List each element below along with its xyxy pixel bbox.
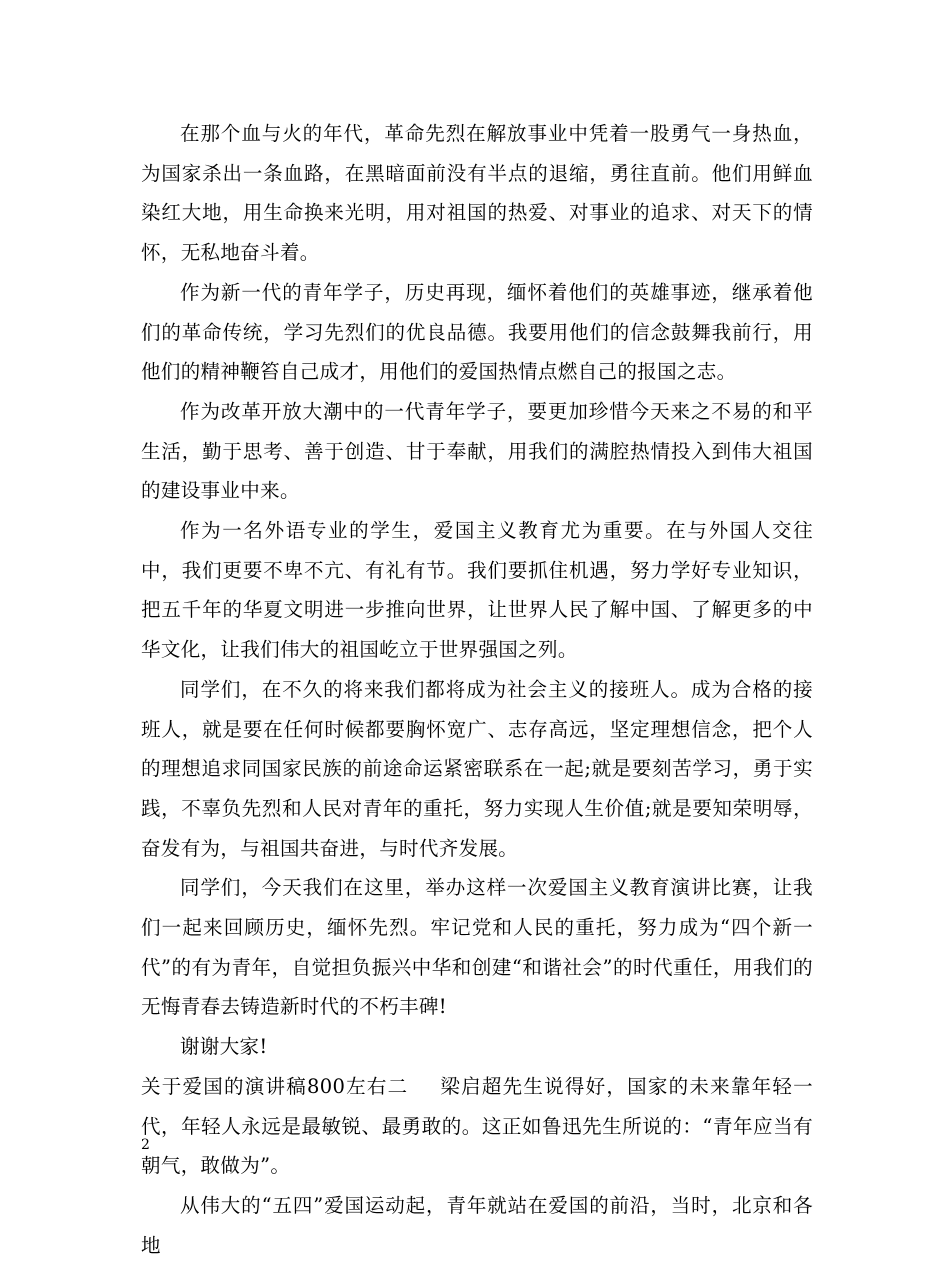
section-text: 梁启超先生说得好，国家的未来靠年轻一代，年轻人永远是最敏锐、最勇敢的。这正如鲁迅先生所说的：“青年应当有朝气，敢做为”。: [141, 1074, 813, 1178]
final-paragraph: 从伟大的“五四”爱国运动起，青年就站在爱国的前沿，当时，北京和各地: [141, 1193, 813, 1257]
document-body: [141, 114, 813, 1265]
paragraph-6: 同学们，今天我们在这里，举办这样一次爱国主义教育演讲比赛，让我们一起来回顾历史，缅怀先烈。牢记党和人民的重托，努力成为“四个新一代”的有为青年，自觉担负振兴中华和创建“和谐社会”的时代重任，用我们的无悔青春去铸造新时代的不朽丰碑!: [141, 876, 813, 1019]
page-number: 2: [141, 1137, 150, 1153]
paragraph-7: 谢谢大家!: [180, 1035, 268, 1059]
paragraph-2: 作为新一代的青年学子，历史再现，缅怀着他们的英雄事迹，继承着他们的革命传统，学习先烈们的优良品德。我要用他们的信念鼓舞我前行，用他们的精神鞭笞自己成才，用他们的爱国热情点燃自己的报国之志。: [141, 280, 813, 384]
paragraph-1: 在那个血与火的年代，革命先烈在解放事业中凭着一股勇气一身热血，为国家杀出一条血路，在黑暗面前没有半点的退缩，勇往直前。他们用鲜血染红大地，用生命换来光明，用对祖国的热爱、对事业的追求、对天下的情怀，无私地奋斗着。: [141, 122, 813, 265]
section-paragraph: [141, 1067, 813, 1186]
paragraph-3: 作为改革开放大潮中的一代青年学子，要更加珍惜今天来之不易的和平生活，勤于思考、善于创造、甘于奉献，用我们的满腔热情投入到伟大祖国的建设事业中来。: [141, 399, 813, 503]
section-heading: 关于爱国的演讲稿800左右二: [141, 1074, 409, 1098]
paragraph-4: 作为一名外语专业的学生，爱国主义教育尤为重要。在与外国人交往中，我们更要不卑不亢、有礼有节。我们要抓住机遇，努力学好专业知识，把五千年的华夏文明进一步推向世界，让世界人民了解中国、了解更多的中华文化，让我们伟大的祖国屹立于世界强国之列。: [141, 519, 813, 662]
paragraph-5: 同学们，在不久的将来我们都将成为社会主义的接班人。成为合格的接班人，就是要在任何时候都要胸怀宽广、志存高远，坚定理想信念，把个人的理想追求同国家民族的前途命运紧密联系在一起;就是要刻苦学习，勇于实践，不辜负先烈和人民对青年的重托，努力实现人生价值;就是要知荣明辱，奋发有为，与祖国共奋进，与时代齐发展。: [141, 677, 813, 860]
